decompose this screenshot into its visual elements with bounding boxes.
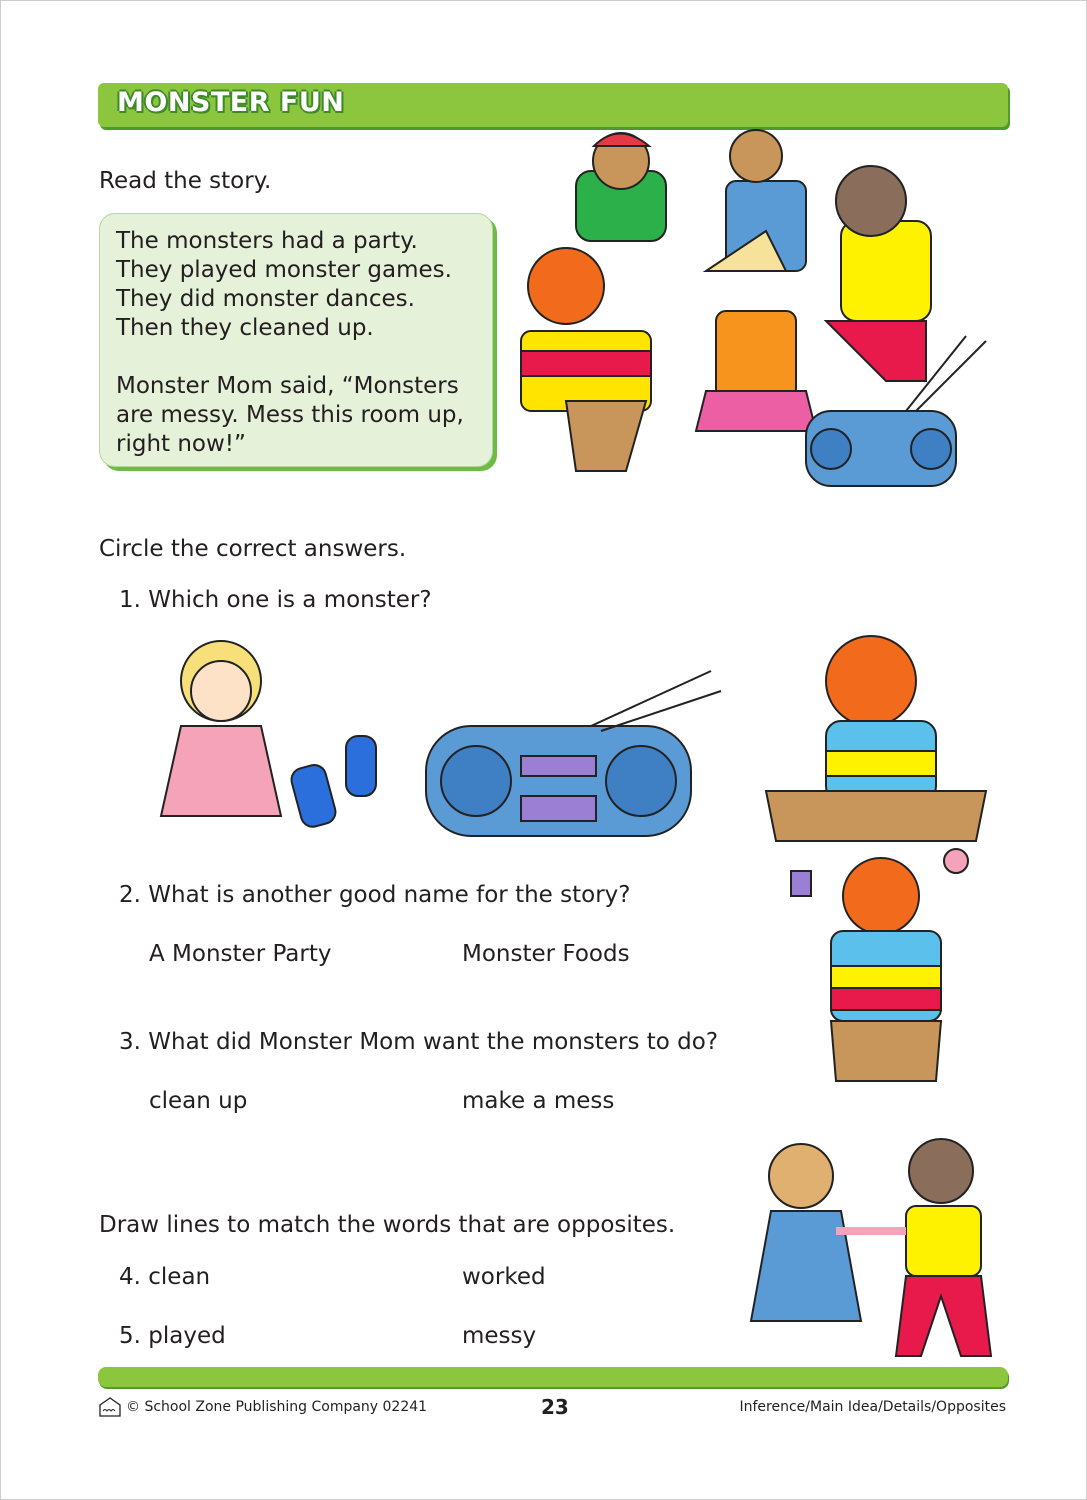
story-line: right now!” bbox=[116, 431, 246, 457]
story-line: are messy. Mess this room up, bbox=[116, 402, 464, 428]
doll-choice[interactable] bbox=[156, 636, 386, 851]
story-line: Monster Mom said, “Monsters bbox=[116, 373, 459, 399]
answer-option[interactable]: clean up bbox=[149, 1088, 248, 1114]
question-3: 3. What did Monster Mom want the monsters to do? bbox=[119, 1029, 719, 1055]
answer-option[interactable]: A Monster Party bbox=[149, 941, 332, 967]
school-zone-logo-icon bbox=[99, 1397, 121, 1417]
boombox-choice[interactable] bbox=[421, 661, 731, 841]
story-line: The monsters had a party. bbox=[116, 228, 418, 254]
answer-option[interactable]: make a mess bbox=[462, 1088, 615, 1114]
footer-bar bbox=[98, 1367, 1008, 1387]
story-text bbox=[116, 227, 464, 459]
match-left-5[interactable]: 5. played bbox=[119, 1323, 226, 1349]
question-1: 1. Which one is a monster? bbox=[119, 587, 432, 613]
question-2: 2. What is another good name for the story? bbox=[119, 882, 631, 908]
instruction-match: Draw lines to match the words that are opposites. bbox=[99, 1212, 676, 1238]
copyright-text: © School Zone Publishing Company 02241 bbox=[126, 1399, 428, 1415]
match-right[interactable]: worked bbox=[462, 1264, 546, 1290]
skills-text: Inference/Main Idea/Details/Opposites bbox=[739, 1399, 1006, 1415]
page-title: MONSTER FUN bbox=[117, 87, 345, 118]
story-line: They did monster dances. bbox=[116, 286, 415, 312]
answer-option[interactable]: Monster Foods bbox=[462, 941, 630, 967]
monster-snack-illustration bbox=[741, 846, 1001, 1086]
story-line: They played monster games. bbox=[116, 257, 452, 283]
match-right[interactable]: messy bbox=[462, 1323, 537, 1349]
story-line: Then they cleaned up. bbox=[116, 315, 374, 341]
instruction-read: Read the story. bbox=[99, 168, 272, 194]
instruction-circle: Circle the correct answers. bbox=[99, 536, 407, 562]
dancing-monsters-illustration bbox=[741, 1131, 1011, 1371]
match-left-4[interactable]: 4. clean bbox=[119, 1264, 211, 1290]
page-number: 23 bbox=[541, 1395, 569, 1419]
monster-choice[interactable] bbox=[756, 621, 996, 851]
monster-party-illustration bbox=[506, 111, 1006, 491]
